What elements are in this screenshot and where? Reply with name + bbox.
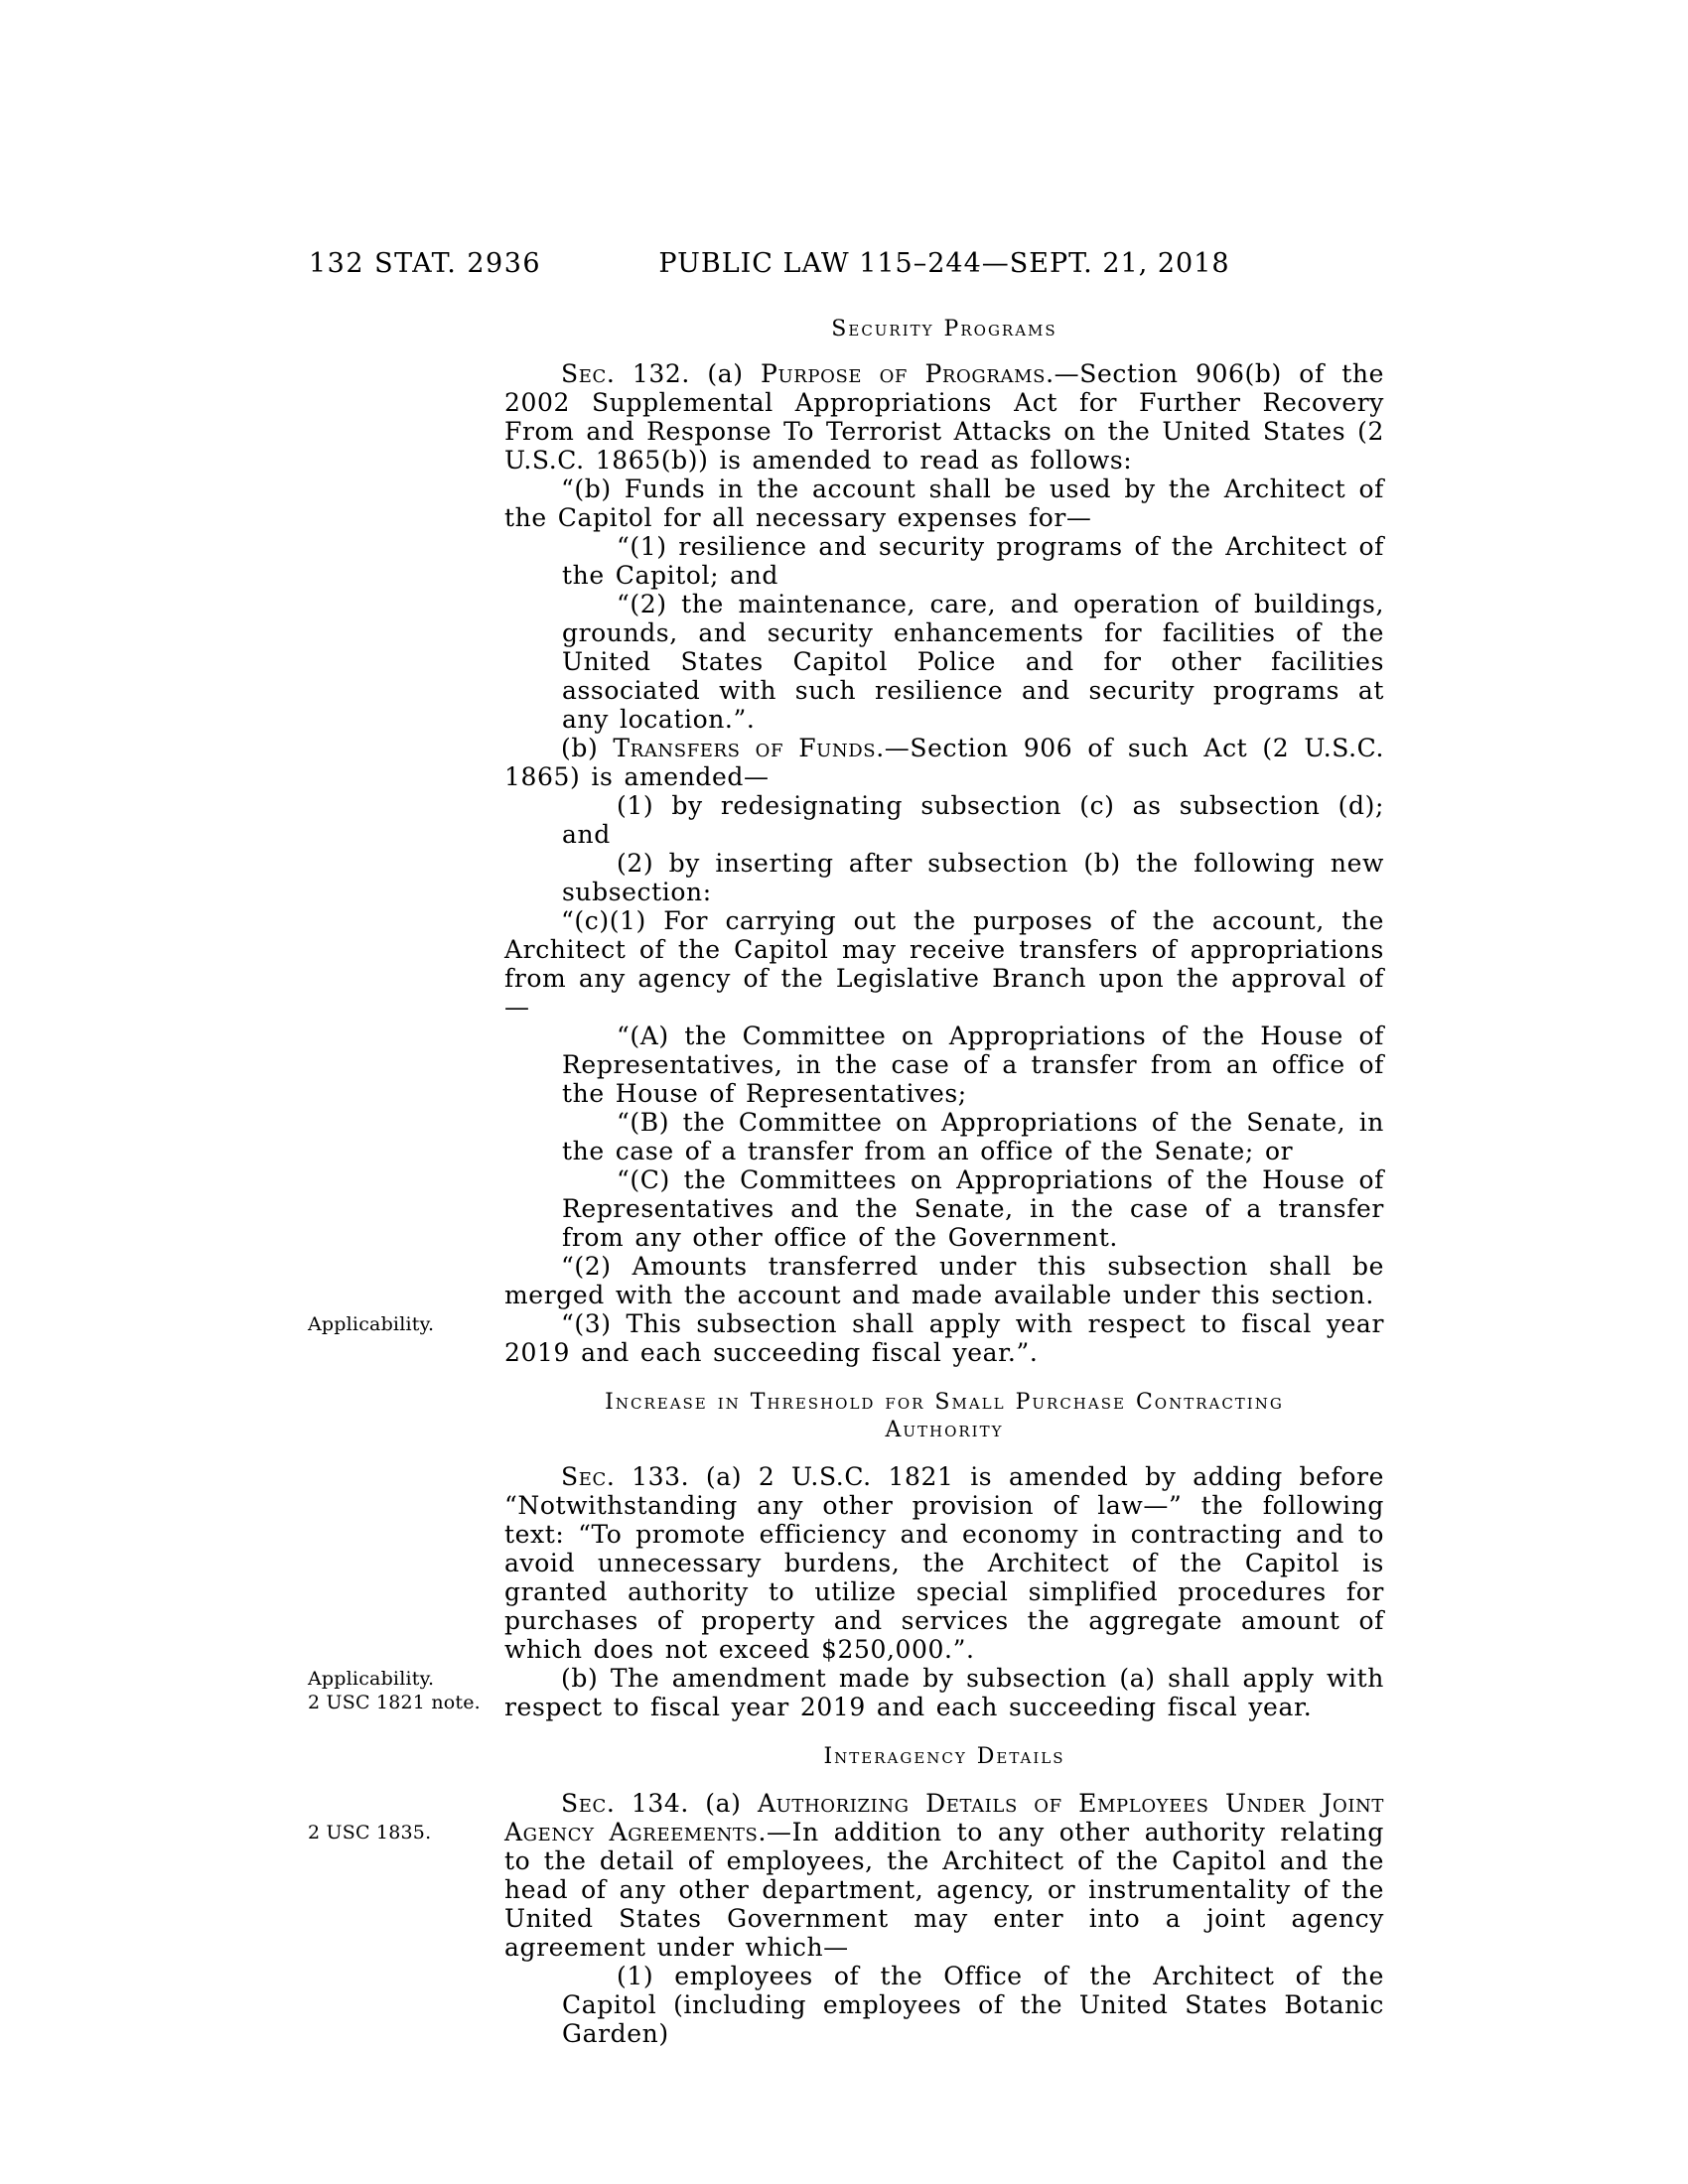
margin-note-line: Applicability. <box>308 1668 435 1690</box>
statute-paragraph <box>504 1252 1384 1309</box>
paragraph-text: “(A) the Committee on Appropriations of the House of Representatives, in the case of a transfer from an office of the House of Representatives; <box>562 1022 1384 1108</box>
statute-paragraph <box>504 1664 1384 1721</box>
small-caps-text: Sec. <box>561 359 616 388</box>
statute-paragraph <box>562 1022 1384 1108</box>
margin-note <box>308 1312 502 1336</box>
margin-note-line: 2 USC 1835. <box>308 1822 432 1843</box>
statute-paragraph <box>562 590 1384 734</box>
section-heading-line: Interagency Details <box>823 1744 1065 1769</box>
paragraph-text: “(b) Funds in the account shall be used by the Architect of the Capitol for all necessary expenses for— <box>504 475 1384 532</box>
small-caps-text: Transfers of Funds <box>613 734 877 762</box>
margin-note <box>308 1667 502 1714</box>
small-caps-text: Authorizing Details of Employees Under Joint Agency Agreements <box>504 1789 1385 1846</box>
paragraph-text: “(C) the Committees on Appropriations of the House of Representatives and the Senate, in the case of a transfer from any other office of the Government. <box>562 1165 1384 1252</box>
paragraph-text: “(2) Amounts transferred under this subsection shall be merged with the account and made available under this section. <box>504 1252 1384 1309</box>
paragraph-text: “(3) This subsection shall apply with respect to fiscal year 2019 and each succeeding fiscal year.”. <box>504 1309 1384 1367</box>
stat-page-number: 132 STAT. 2936 <box>309 248 542 279</box>
statute-paragraph <box>504 906 1384 1022</box>
statute-paragraph <box>504 1462 1384 1664</box>
paragraph-text: 134. (a) <box>615 1789 758 1818</box>
statute-paragraph <box>562 791 1384 849</box>
statute-paragraph <box>504 359 1384 475</box>
paragraph-text: .—Section 906 of such Act (2 U.S.C. 1865) is amended— <box>504 734 1385 791</box>
law-title-header: PUBLIC LAW 115–244—SEPT. 21, 2018 <box>658 248 1230 279</box>
statute-paragraph <box>504 1789 1384 1962</box>
paragraph-text: (b) <box>561 734 614 762</box>
statute-paragraph <box>562 1962 1384 2048</box>
paragraph-text: “(2) the maintenance, care, and operation of buildings, grounds, and security enhancements for facilities of the United States Capitol Police and for other facilities associated with such resilience and security programs at any location.”. <box>562 590 1384 734</box>
paragraph-text: .—In addition to any other authority relating to the detail of employees, the Architect of the Capitol and the head of any other department, agency, or instrumentality of the United States Government may enter into a joint agency agreement under which— <box>504 1818 1384 1962</box>
statute-paragraph <box>504 475 1384 532</box>
section-heading <box>504 1389 1384 1444</box>
small-caps-text: Sec. <box>561 1789 616 1818</box>
document-body <box>504 316 1384 2048</box>
margin-note <box>308 1821 502 1844</box>
paragraph-text: “(B) the Committee on Appropriations of the Senate, in the case of a transfer from an office of the Senate; or <box>562 1108 1384 1165</box>
small-caps-text: Purpose of Programs <box>761 359 1047 388</box>
section-heading-line: Security Programs <box>831 317 1057 341</box>
paragraph-text: 133. (a) 2 U.S.C. 1821 is amended by adding before “Notwithstanding any other provision of law—” the following text: “To promote efficiency and economy in contracting and to avoid unnecessary burdens, the Architect of the Capitol is granted authority to utilize special simplified procedures for purchases of property and services the aggregate amount of which does not exceed $250,000.”. <box>504 1462 1384 1664</box>
paragraph-text: (1) employees of the Office of the Architect of the Capitol (including employees of the United States Botanic Garden) <box>562 1962 1384 2048</box>
statute-paragraph <box>562 849 1384 906</box>
paragraph-text: (2) by inserting after subsection (b) the following new subsection: <box>562 849 1384 906</box>
paragraph-text: .—Section 906(b) of the 2002 Supplemental Appropriations Act for Further Recovery From and Response To Terrorist Attacks on the United States (2 U.S.C. 1865(b)) is amended to read as follows: <box>504 359 1384 475</box>
section-heading <box>504 316 1384 343</box>
paragraph-text: “(1) resilience and security programs of the Architect of the Capitol; and <box>562 532 1384 590</box>
paragraph-text: (1) by redesignating subsection (c) as subsection (d); and <box>562 791 1384 849</box>
margin-note-line: 2 USC 1821 note. <box>308 1692 481 1713</box>
margin-note-line: Applicability. <box>308 1313 435 1335</box>
statute-paragraph <box>562 1108 1384 1165</box>
section-heading-line: Increase in Threshold for Small Purchase Contracting <box>605 1390 1284 1415</box>
statute-paragraph <box>504 1309 1384 1367</box>
paragraph-text: “(c)(1) For carrying out the purposes of the account, the Architect of the Capitol may receive transfers of appropriations from any agency of the Legislative Branch upon the approval of— <box>504 906 1384 1022</box>
small-caps-text: Sec. <box>561 1462 616 1491</box>
section-heading <box>504 1743 1384 1771</box>
statute-paragraph <box>562 532 1384 590</box>
statute-paragraph <box>562 1165 1384 1252</box>
paragraph-text: 132. (a) <box>615 359 762 388</box>
section-heading-line: Authority <box>885 1418 1004 1442</box>
paragraph-text: (b) The amendment made by subsection (a) shall apply with respect to fiscal year 2019 and each succeeding fiscal year. <box>504 1664 1384 1721</box>
statute-paragraph <box>504 734 1384 791</box>
